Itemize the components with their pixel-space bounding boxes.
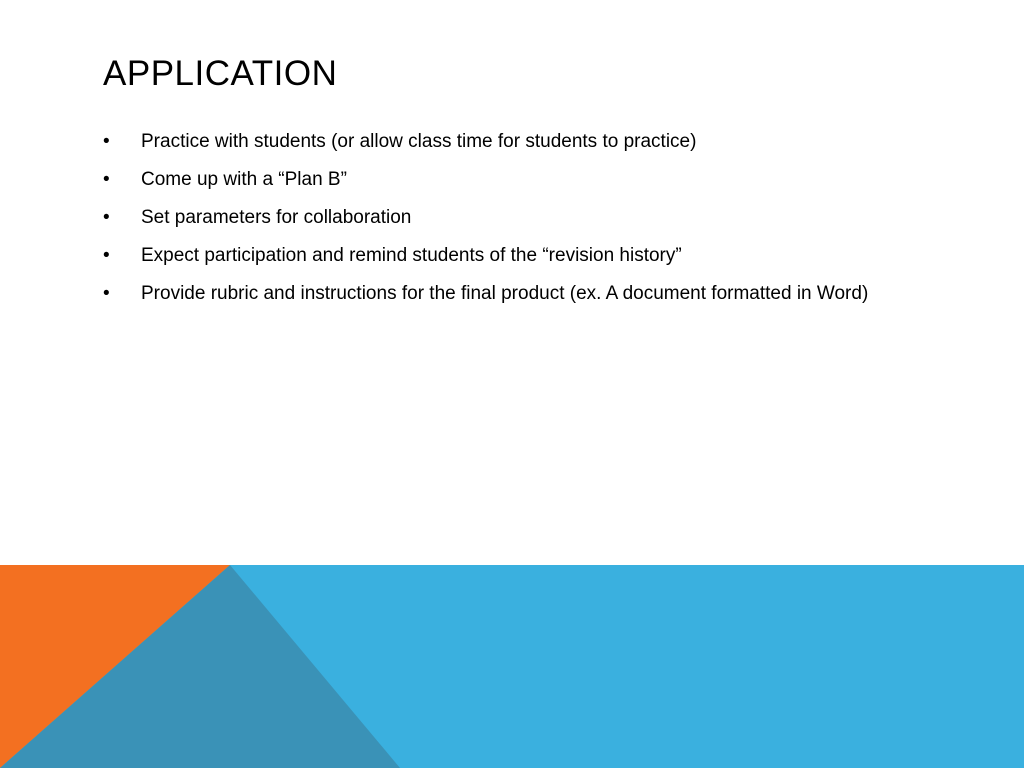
bullet-icon: • <box>103 245 110 266</box>
slide-title: APPLICATION <box>103 54 338 93</box>
bullet-item <box>103 166 933 193</box>
bullet-icon: • <box>103 283 110 304</box>
bullet-text: Come up with a “Plan B” <box>141 169 347 190</box>
bullet-icon: • <box>103 169 110 190</box>
bullet-item <box>103 280 933 307</box>
bullet-icon: • <box>103 207 110 228</box>
bullet-text: Provide rubric and instructions for the final product (ex. A document formatted in Word) <box>141 283 869 304</box>
bullet-text: Practice with students (or allow class time for students to practice) <box>141 131 697 152</box>
bullet-list <box>103 128 933 318</box>
bullet-item <box>103 128 933 155</box>
bullet-item <box>103 242 933 269</box>
bullet-text: Expect participation and remind students of the “revision history” <box>141 245 682 266</box>
bullet-item <box>103 204 933 231</box>
decorative-band <box>0 565 1024 768</box>
bullet-icon: • <box>103 131 110 152</box>
bullet-text: Set parameters for collaboration <box>141 207 412 228</box>
